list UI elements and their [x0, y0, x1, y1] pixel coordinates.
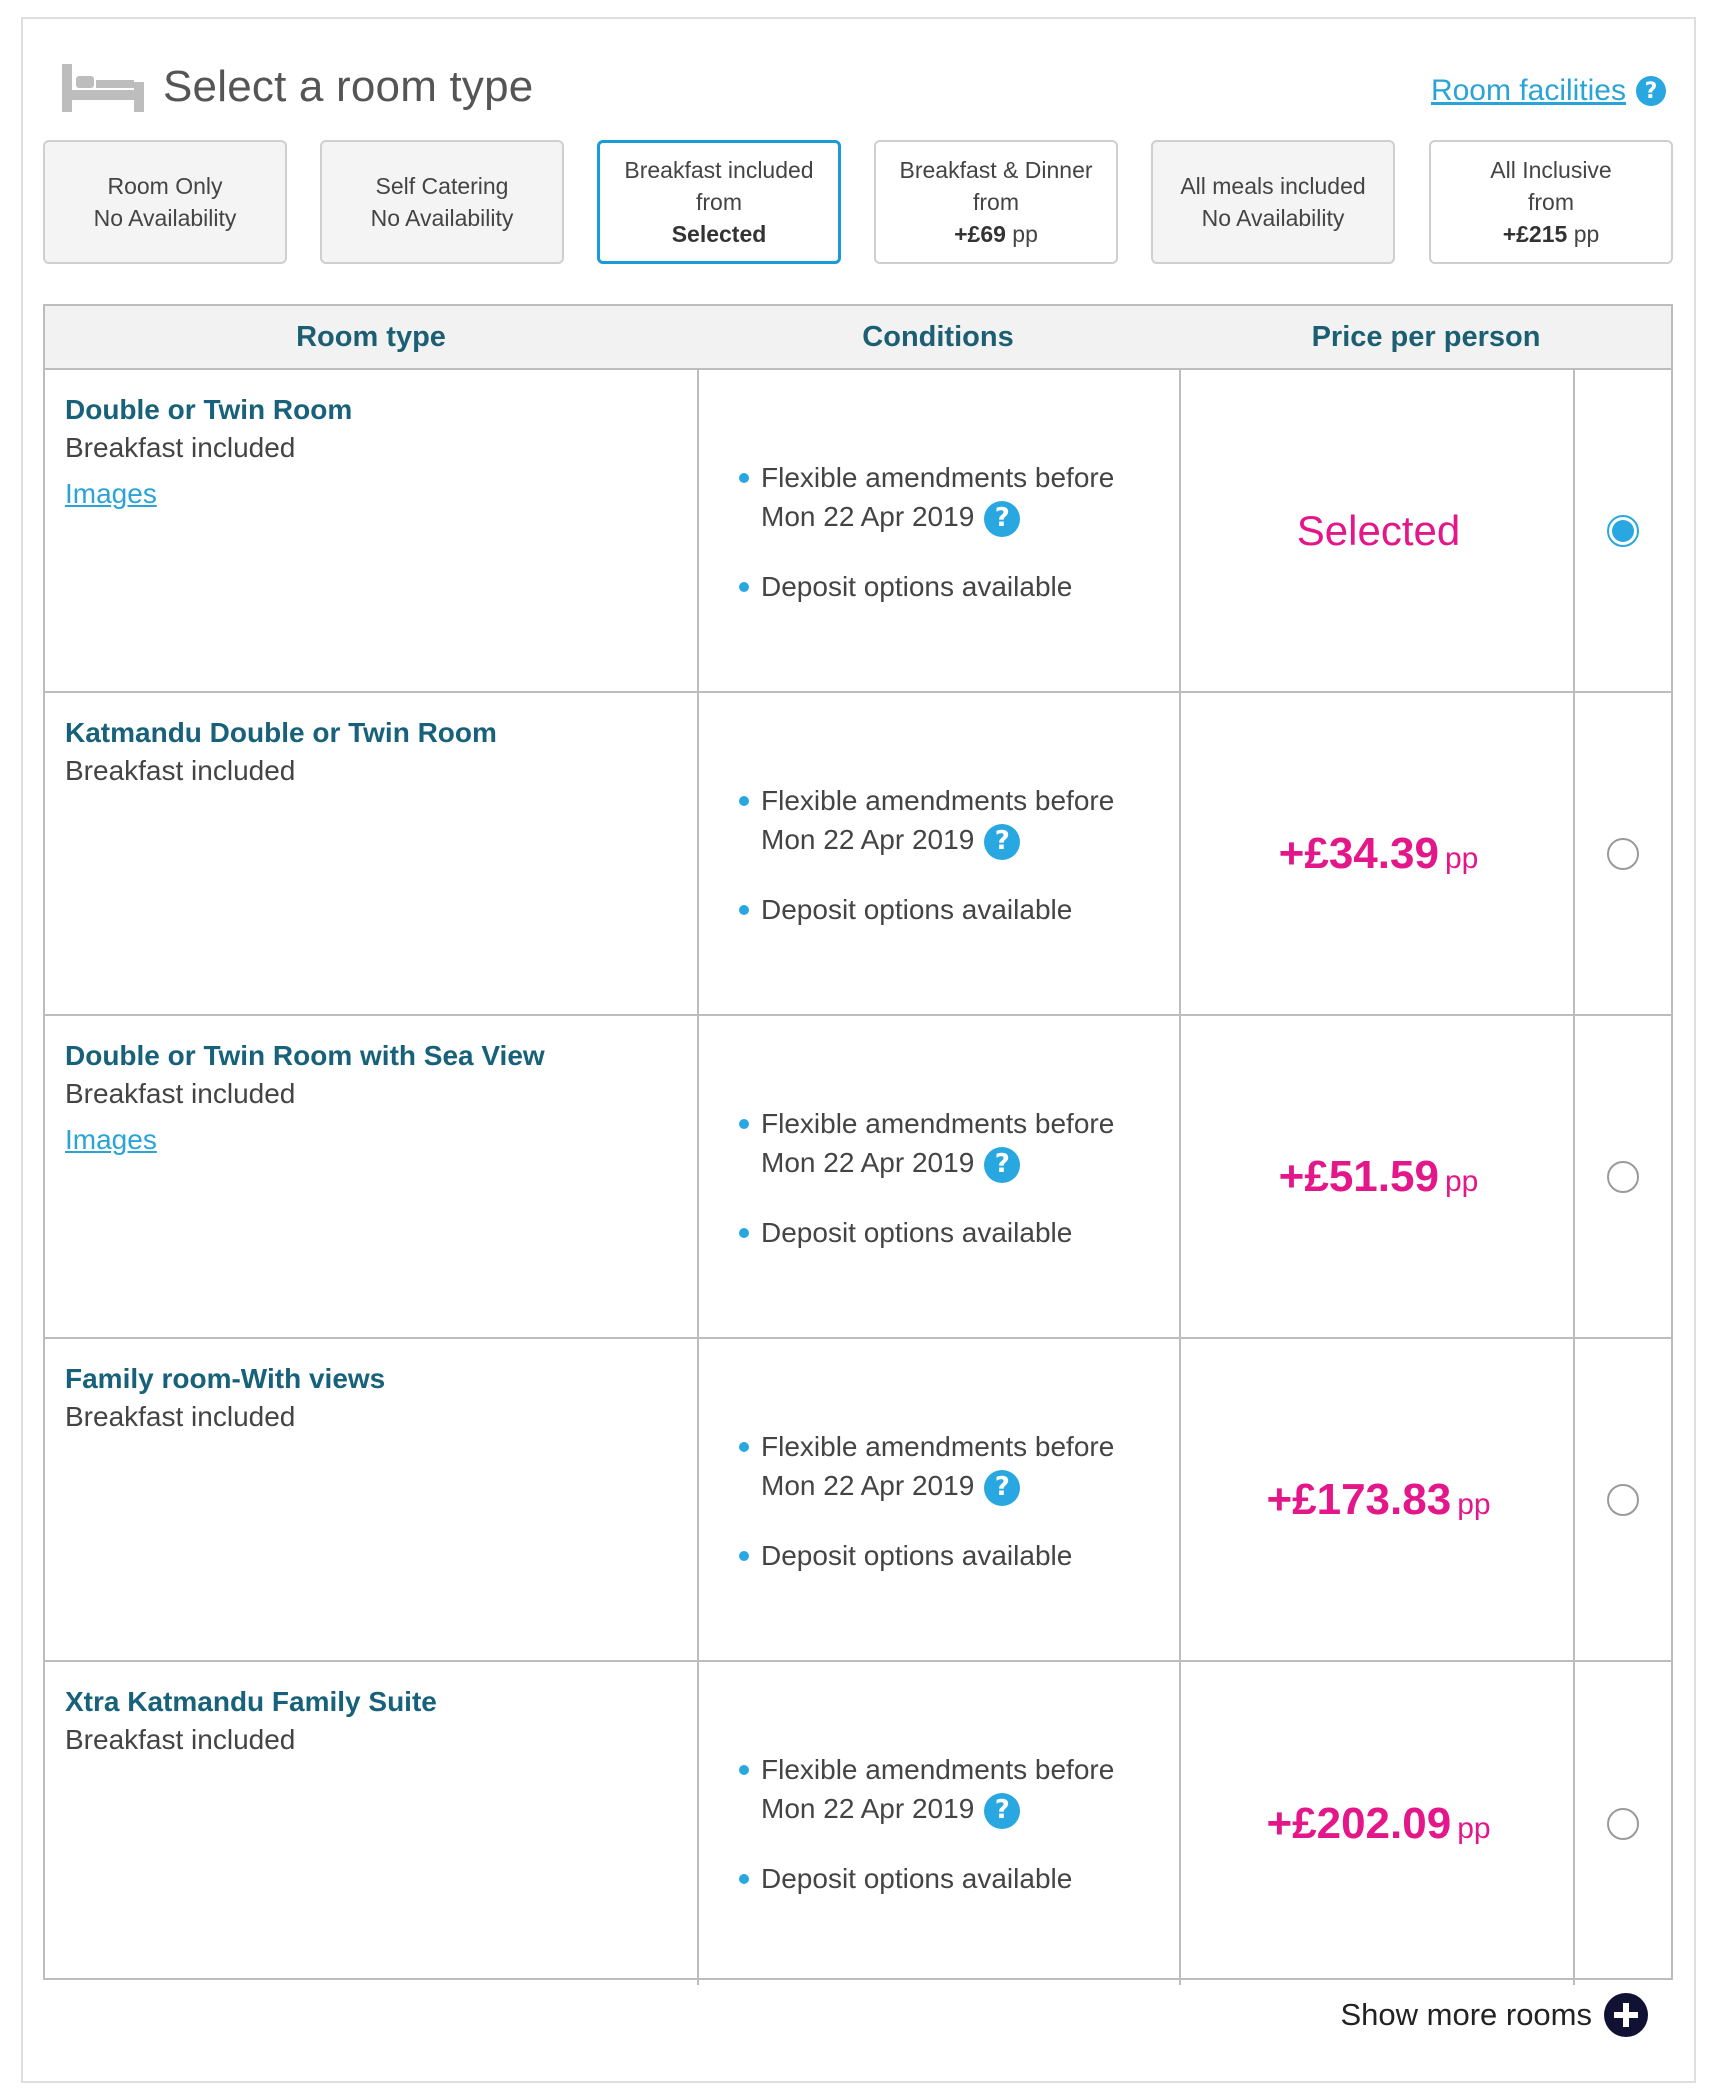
column-header-conditions: Conditions: [862, 320, 1014, 353]
page-title: Select a room type: [163, 62, 534, 111]
tab-label: Self Catering: [375, 173, 509, 199]
condition-flexible: Flexible amendments before Mon 22 Apr 2019 ?: [739, 1427, 1199, 1506]
condition-flexible: Flexible amendments before Mon 22 Apr 2019 ?: [739, 1750, 1199, 1829]
help-icon[interactable]: ?: [984, 1793, 1020, 1829]
condition-deposit: Deposit options available: [739, 567, 1199, 606]
condition-flexible: Flexible amendments before Mon 22 Apr 2019 ?: [739, 781, 1199, 860]
tab-label: All Inclusive: [1490, 157, 1612, 183]
condition-flexible: Flexible amendments before Mon 22 Apr 2019 ?: [739, 458, 1199, 537]
condition-deposit: Deposit options available: [739, 1213, 1199, 1252]
conditions: [739, 781, 1199, 929]
table-row: [45, 1339, 1671, 1662]
conditions: [739, 1750, 1199, 1898]
bed-icon: [62, 64, 144, 112]
room-name: Double or Twin Room with Sea View: [65, 1040, 545, 1071]
room-board: Breakfast included: [65, 1724, 296, 1755]
room-price: +£202.09 pp: [1266, 1798, 1491, 1848]
tab-label: Breakfast & Dinner: [899, 157, 1093, 183]
conditions: [739, 458, 1199, 606]
price-cell: [1182, 1339, 1575, 1660]
tab-status: No Availability: [370, 205, 514, 231]
room-name: Xtra Katmandu Family Suite: [65, 1686, 437, 1717]
condition-deposit: Deposit options available: [739, 1536, 1199, 1575]
tab-status: No Availability: [93, 205, 237, 231]
help-icon[interactable]: ?: [1636, 76, 1666, 106]
tab-status: No Availability: [1201, 205, 1345, 231]
room-board: Breakfast included: [65, 1401, 296, 1432]
room-price: +£51.59 pp: [1278, 1151, 1479, 1201]
room-radio-selected[interactable]: [1607, 515, 1639, 547]
tab-label: All meals included: [1180, 173, 1366, 199]
room-radio[interactable]: [1607, 838, 1639, 870]
column-header-price: Price per person: [1311, 320, 1541, 353]
radio-cell: [1575, 1339, 1671, 1660]
price-cell: [1182, 1016, 1575, 1337]
table-row: [45, 1662, 1671, 1985]
tab-breakfast-dinner[interactable]: [874, 140, 1118, 264]
room-price: +£173.83 pp: [1266, 1474, 1491, 1524]
price-cell: [1182, 693, 1575, 1014]
tab-all-inclusive[interactable]: [1429, 140, 1673, 264]
radio-cell: [1575, 1662, 1671, 1985]
condition-deposit: Deposit options available: [739, 890, 1199, 929]
price-cell: [1182, 1662, 1575, 1985]
room-name: Katmandu Double or Twin Room: [65, 717, 497, 748]
room-name: Family room-With views: [65, 1363, 386, 1394]
room-radio[interactable]: [1607, 1161, 1639, 1193]
room-price: +£34.39 pp: [1278, 828, 1479, 878]
tab-room-only[interactable]: [43, 140, 287, 264]
tab-all-meals[interactable]: [1151, 140, 1395, 264]
table-row: [45, 1016, 1671, 1339]
radio-cell: [1575, 1016, 1671, 1337]
table-row: [45, 370, 1671, 693]
tab-price: +£69 pp: [954, 221, 1038, 247]
tab-self-catering[interactable]: [320, 140, 564, 264]
room-facilities: [1431, 74, 1666, 108]
column-header-room-type: Room type: [296, 320, 446, 353]
images-link[interactable]: Images: [65, 478, 157, 509]
tab-from: from: [696, 189, 742, 215]
radio-cell: [1575, 370, 1671, 691]
room-radio[interactable]: [1607, 1484, 1639, 1516]
table-row: [45, 693, 1671, 1016]
tab-breakfast-included[interactable]: [597, 140, 841, 264]
condition-flexible: Flexible amendments before Mon 22 Apr 2019 ?: [739, 1104, 1199, 1183]
board-type-tabs: [43, 140, 1673, 264]
help-icon[interactable]: ?: [984, 1147, 1020, 1183]
help-icon[interactable]: ?: [984, 501, 1020, 537]
table-header: [45, 306, 1671, 370]
plus-circle-icon: [1604, 1993, 1648, 2037]
images-link[interactable]: Images: [65, 1124, 157, 1155]
help-icon[interactable]: ?: [984, 1470, 1020, 1506]
conditions: [739, 1427, 1199, 1575]
tab-label: Room Only: [107, 173, 223, 199]
show-more-rooms-button[interactable]: [1340, 1993, 1648, 2037]
tab-price: +£215 pp: [1502, 221, 1600, 247]
condition-deposit: Deposit options available: [739, 1859, 1199, 1898]
room-board: Breakfast included: [65, 432, 296, 463]
room-table: [43, 304, 1673, 1980]
price-selected: Selected: [1296, 506, 1461, 554]
show-more-label: Show more rooms: [1340, 1997, 1592, 2032]
room-radio[interactable]: [1607, 1808, 1639, 1840]
room-board: Breakfast included: [65, 1078, 296, 1109]
tab-status: Selected: [671, 221, 767, 247]
room-name: Double or Twin Room: [65, 394, 353, 425]
room-board: Breakfast included: [65, 755, 296, 786]
tab-from: from: [1528, 189, 1574, 215]
conditions: [739, 1104, 1199, 1252]
room-facilities-link[interactable]: Room facilities: [1430, 74, 1626, 107]
radio-cell: [1575, 693, 1671, 1014]
tab-from: from: [973, 189, 1019, 215]
tab-label: Breakfast included: [624, 157, 814, 183]
help-icon[interactable]: ?: [984, 824, 1020, 860]
price-cell: [1182, 370, 1575, 691]
